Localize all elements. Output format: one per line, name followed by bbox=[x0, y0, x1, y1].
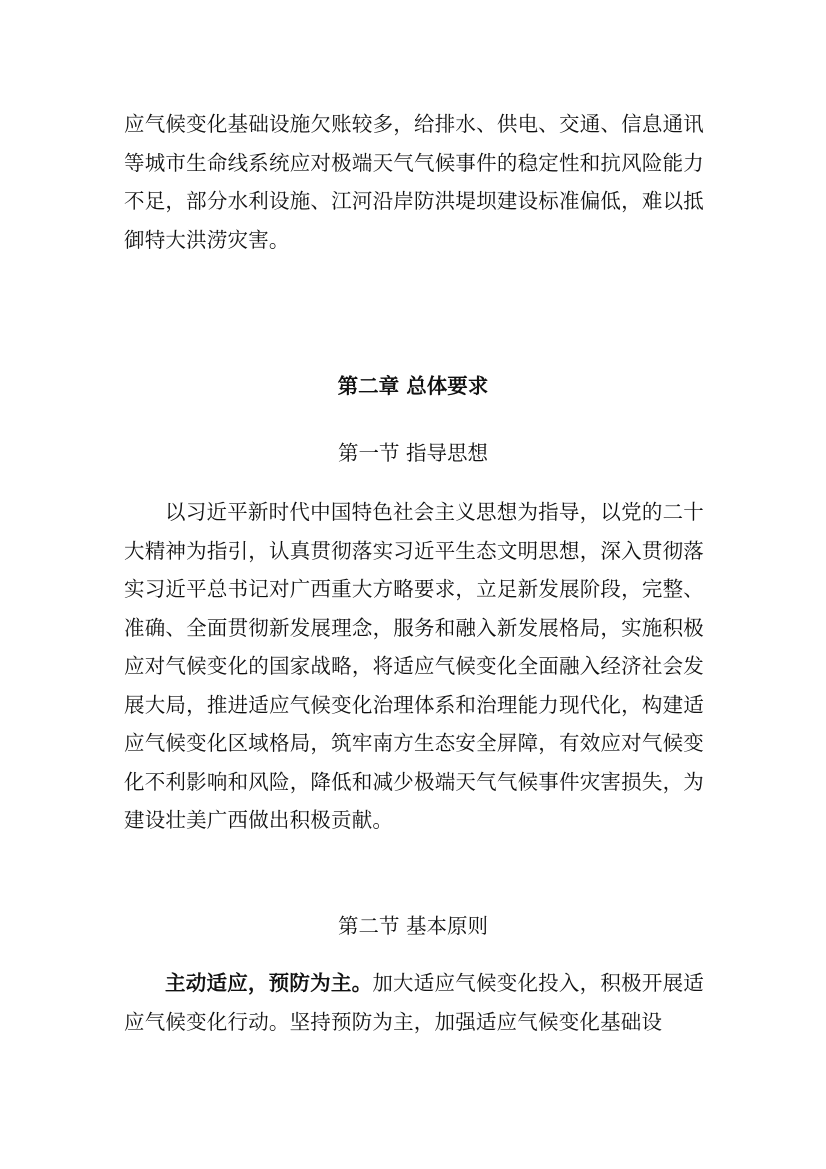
principle-text: 加大适应气候变化投入，积极开展适应气候变化行动。坚持预防为主，加强适应气候变化基础设 bbox=[124, 971, 705, 1034]
section-title-guiding-ideology: 第一节 指导思想 bbox=[337, 441, 489, 465]
principle-lead: 主动适应，预防为主。 bbox=[165, 971, 373, 995]
principle-paragraph bbox=[124, 964, 704, 1041]
intro-paragraph: 应气候变化基础设施欠账较多，给排水、供电、交通、信息通讯等城市生命线系统应对极端天气气候事件的稳定性和抗风险能力不足，部分水利设施、江河沿岸防洪堤坝建设标准偏低，难以抵御特大洪涝灾害。 bbox=[124, 112, 704, 252]
section-title-basic-principles: 第二节 基本原则 bbox=[337, 914, 489, 938]
guiding-ideology-paragraph: 以习近平新时代中国特色社会主义思想为指导，以党的二十大精神为指引，认真贯彻落实习近平生态文明思想，深入贯彻落实习近平总书记对广西重大方略要求，立足新发展阶段，完整、准确、全面贯彻新发展理念，服务和融入新发展格局，实施积极应对气候变化的国家战略，将适应气候变化全面融入经济社会发展大局，推进适应气候变化治理体系和治理能力现代化，构建适应气候变化区域格局，筑牢南方生态安全屏障，有效应对气候变化不利影响和风险，降低和减少极端天气气候事件灾害损失，为建设壮美广西做出积极贡献。 bbox=[124, 500, 704, 832]
chapter-title: 第二章 总体要求 bbox=[337, 374, 489, 398]
